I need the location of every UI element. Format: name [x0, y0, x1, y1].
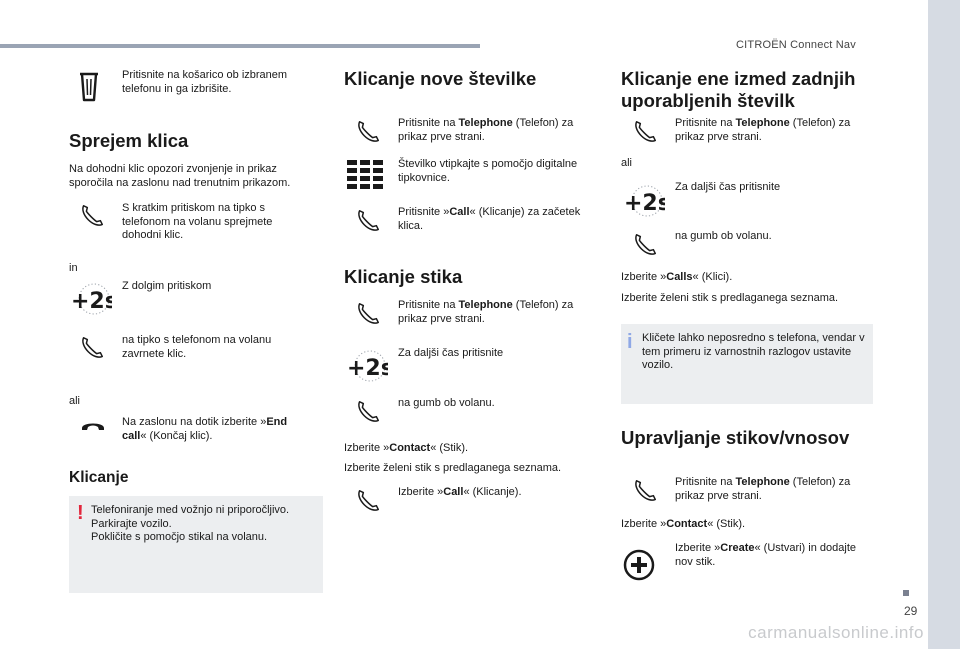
warning-line-1: Telefoniranje med vožnjo ni priporočljivo. — [91, 504, 290, 516]
watermark: carmanualsonline.info — [748, 623, 924, 642]
upravljanje-sel1-pre: Izberite » — [621, 518, 667, 530]
sprejem-step-3: na tipko s telefonom na volanu zavrnete klic. — [122, 334, 272, 360]
zadnjih-select-1 — [621, 271, 881, 285]
phone-icon — [354, 207, 382, 235]
sprejem-or-1: in — [69, 262, 78, 274]
stika-step4-pre: Izberite » — [398, 486, 444, 498]
section-title-nova: Klicanje nove številke — [344, 68, 537, 89]
zadnjih-step-1 — [675, 117, 870, 144]
step4-text-pre: Na zaslonu na dotik izberite » — [122, 416, 267, 428]
telephone-label: Telephone — [458, 117, 513, 129]
info-icon: i — [627, 331, 633, 353]
contact-label: Contact — [389, 442, 431, 454]
call-label: Call — [449, 206, 470, 218]
sprejem-step-4 — [122, 416, 312, 443]
sprejem-or-2: ali — [69, 395, 81, 407]
long-press-2s-icon — [68, 281, 112, 317]
phone-icon — [78, 334, 106, 362]
zadnjih-step1-pre: Pritisnite na — [675, 117, 736, 129]
zadnjih-sel1-pre: Izberite » — [621, 271, 667, 283]
keypad-icon — [347, 160, 385, 190]
upravljanje-select-1 — [621, 518, 881, 532]
warning-box — [69, 496, 323, 593]
long-press-2s-icon — [621, 183, 665, 219]
zadnjih-title-line-1: Klicanje ene izmed zadnjih — [621, 68, 856, 89]
stika-step-4 — [398, 486, 583, 500]
side-strip — [928, 0, 960, 649]
upravljanje-step-1 — [675, 476, 870, 503]
telephone-label: Telephone — [458, 299, 513, 311]
section-title-klicanje: Klicanje — [69, 469, 129, 486]
contact-label: Contact — [666, 518, 708, 530]
hang-up-icon — [80, 418, 106, 432]
upravljanje-step1-post: (Telefon) za prikaz prve strani. — [675, 476, 851, 502]
upravljanje-step-2 — [675, 542, 860, 569]
stika-step1-post: (Telefon) za prikaz prve strani. — [398, 299, 574, 325]
upravljanje-step1-pre: Pritisnite na — [675, 476, 736, 488]
stika-select-2: Izberite želeni stik s predlaganega seznama. — [344, 462, 562, 474]
zadnjih-step1-post: (Telefon) za prikaz prve strani. — [675, 117, 851, 143]
sprejem-step-2: Z dolgim pritiskom — [122, 280, 212, 292]
nova-step1-pre: Pritisnite na — [398, 117, 459, 129]
nova-step-1 — [398, 117, 593, 144]
phone-icon — [354, 118, 382, 146]
section-title-upravljanje: Upravljanje stikov/vnosov — [621, 427, 850, 448]
calls-label: Calls — [666, 271, 693, 283]
create-label: Create — [720, 542, 755, 554]
stika-step-1 — [398, 299, 593, 326]
brand-label: CITROËN Connect Nav — [736, 39, 856, 51]
nova-step3-post: « (Klicanje) za začetek klica. — [398, 206, 581, 232]
telephone-label: Telephone — [735, 117, 790, 129]
zadnjih-or: ali — [621, 157, 633, 169]
nova-step3-pre: Pritisnite » — [398, 206, 450, 218]
phone-icon — [631, 231, 659, 259]
phone-icon — [354, 300, 382, 328]
info-box — [621, 324, 873, 404]
zadnjih-title-line-2: uporabljenih številk — [621, 90, 795, 111]
stika-step1-pre: Pritisnite na — [398, 299, 459, 311]
stika-step4-post: « (Klicanje). — [463, 486, 522, 498]
trash-instruction: Pritisnite na košarico ob izbranem telefonu in ga izbrišite. — [122, 69, 288, 95]
warning-icon: ! — [77, 502, 84, 524]
nova-step1-post: (Telefon) za prikaz prve strani. — [398, 117, 574, 143]
phone-icon — [354, 487, 382, 515]
warning-line-2: Parkirajte vozilo. — [91, 517, 172, 530]
phone-icon — [631, 477, 659, 505]
plus-circle-icon — [623, 549, 655, 581]
info-text: Kličete lahko neposredno s telefona, vendar v tem primeru iz varnostnih razlogov ustavite vozilo. — [642, 332, 865, 371]
warning-line-3: Pokličite s pomočjo stikal na volanu. — [91, 531, 268, 543]
end-call-label: End call — [122, 416, 288, 442]
trash-icon — [78, 70, 100, 102]
stika-step-2: Za daljši čas pritisnite — [398, 347, 504, 359]
nova-step-3 — [398, 206, 583, 233]
stika-sel1-pre: Izberite » — [344, 442, 390, 454]
stika-select-1 — [344, 442, 604, 456]
phone-icon — [631, 118, 659, 146]
nova-step-2: Številko vtipkajte s pomočjo digitalne tipkovnice. — [398, 158, 578, 184]
sprejem-intro: Na dohodni klic opozori zvonjenje in prikaz sporočila na zaslonu nad trenutnim prikazom. — [69, 163, 291, 189]
upravljanje-sel1-post: « (Stik). — [707, 518, 746, 530]
upravljanje-step2-post: « (Ustvari) in dodajte nov stik. — [675, 542, 856, 568]
upravljanje-step2-pre: Izberite » — [675, 542, 721, 554]
stika-sel1-post: « (Stik). — [430, 442, 469, 454]
zadnjih-step-3: na gumb ob volanu. — [675, 230, 772, 242]
call-label: Call — [443, 486, 464, 498]
header-rule — [0, 44, 480, 48]
phone-icon — [354, 398, 382, 426]
phone-icon — [78, 202, 106, 230]
sprejem-step-1: S kratkim pritiskom na tipko s telefonom na volanu sprejmete dohodni klic. — [122, 202, 273, 241]
zadnjih-select-2: Izberite želeni stik s predlaganega seznama. — [621, 292, 839, 304]
section-title-sprejem: Sprejem klica — [69, 130, 189, 151]
section-title-zadnjih — [621, 68, 891, 112]
section-title-stika: Klicanje stika — [344, 266, 463, 287]
page-marker — [903, 590, 909, 596]
telephone-label: Telephone — [735, 476, 790, 488]
zadnjih-sel1-post: « (Klici). — [692, 271, 733, 283]
zadnjih-step-2: Za daljši čas pritisnite — [675, 181, 781, 193]
step4-text-post: « (Končaj klic). — [140, 429, 213, 442]
page-number: 29 — [904, 604, 918, 618]
long-press-2s-icon — [344, 348, 388, 384]
stika-step-3: na gumb ob volanu. — [398, 397, 495, 409]
